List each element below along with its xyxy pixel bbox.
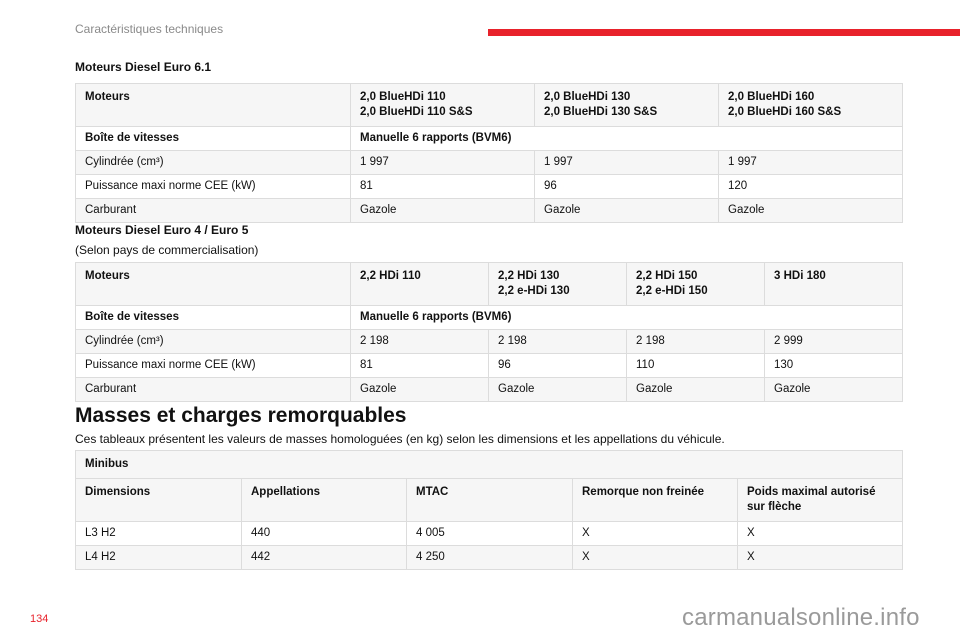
table-cell: Manuelle 6 rapports (BVM6) — [351, 127, 903, 151]
table-row — [76, 522, 903, 546]
table-cell: 4 250 — [407, 546, 573, 570]
table-row — [76, 330, 903, 354]
table-cell: L4 H2 — [76, 546, 242, 570]
table-cell: Moteurs — [76, 84, 351, 127]
table-cell: 96 — [489, 354, 627, 378]
table-row — [76, 378, 903, 402]
table-row — [76, 479, 903, 522]
table-cell: X — [573, 546, 738, 570]
table-row — [76, 306, 903, 330]
table-euro4-5 — [75, 262, 903, 402]
table-row — [76, 263, 903, 306]
table-row — [76, 451, 903, 479]
table-row — [76, 151, 903, 175]
section-intro: Ces tableaux présentent les valeurs de masses homologuées (en kg) selon les dimensions et les appellations du véhicule. — [75, 432, 725, 446]
table-cell: Manuelle 6 rapports (BVM6) — [351, 306, 903, 330]
table-cell: 2,2 HDi 150 2,2 e-HDi 150 — [627, 263, 765, 306]
table-cell: Cylindrée (cm³) — [76, 330, 351, 354]
running-header: Caractéristiques techniques — [75, 22, 224, 36]
table-cell: 2 198 — [489, 330, 627, 354]
table-cell: Cylindrée (cm³) — [76, 151, 351, 175]
table-cell: 96 — [535, 175, 719, 199]
table-cell: Boîte de vitesses — [76, 127, 351, 151]
table-cell: 1 997 — [535, 151, 719, 175]
section-title-euro6: Moteurs Diesel Euro 6.1 — [75, 60, 212, 74]
table-row — [76, 354, 903, 378]
table-cell: Carburant — [76, 199, 351, 223]
table-cell: 120 — [719, 175, 903, 199]
table-row — [76, 175, 903, 199]
table-row — [76, 199, 903, 223]
table-cell: 81 — [351, 175, 535, 199]
table-cell: Gazole — [627, 378, 765, 402]
table-cell: Gazole — [489, 378, 627, 402]
table-cell: 2,2 HDi 130 2,2 e-HDi 130 — [489, 263, 627, 306]
table-cell: 442 — [242, 546, 407, 570]
table-cell: Moteurs — [76, 263, 351, 306]
section-heading-masses: Masses et charges remorquables — [75, 404, 407, 427]
table-cell: X — [573, 522, 738, 546]
table-cell: 2 999 — [765, 330, 903, 354]
table-cell: Gazole — [719, 199, 903, 223]
table-cell: 440 — [242, 522, 407, 546]
page-number: 134 — [30, 613, 49, 625]
table-euro6 — [75, 83, 903, 223]
table-cell: Puissance maxi norme CEE (kW) — [76, 175, 351, 199]
table-header-cell: Appellations — [242, 479, 407, 522]
table-cell: 1 997 — [719, 151, 903, 175]
table-cell: 2 198 — [627, 330, 765, 354]
table-cell: 2,2 HDi 110 — [351, 263, 489, 306]
table-cell: Gazole — [351, 378, 489, 402]
table-row — [76, 127, 903, 151]
table-cell: X — [738, 546, 903, 570]
table-header-cell: Dimensions — [76, 479, 242, 522]
table-cell: 130 — [765, 354, 903, 378]
table-header-cell: Remorque non freinée — [573, 479, 738, 522]
table-cell: 110 — [627, 354, 765, 378]
table-row — [76, 84, 903, 127]
table-cell: 1 997 — [351, 151, 535, 175]
table-cell: 3 HDi 180 — [765, 263, 903, 306]
table-row — [76, 546, 903, 570]
table-cell: Boîte de vitesses — [76, 306, 351, 330]
table-header-cell: Poids maximal autorisé sur flèche — [738, 479, 903, 522]
section-note: (Selon pays de commercialisation) — [75, 243, 259, 257]
table-caption: Minibus — [76, 451, 903, 479]
table-cell: 4 005 — [407, 522, 573, 546]
table-cell: Gazole — [535, 199, 719, 223]
table-masses-minibus — [75, 450, 903, 570]
table-cell: Puissance maxi norme CEE (kW) — [76, 354, 351, 378]
table-cell: 81 — [351, 354, 489, 378]
table-cell: 2,0 BlueHDi 160 2,0 BlueHDi 160 S&S — [719, 84, 903, 127]
table-cell: Carburant — [76, 378, 351, 402]
table-cell: X — [738, 522, 903, 546]
section-title-euro4-5: Moteurs Diesel Euro 4 / Euro 5 — [75, 223, 249, 237]
table-cell: 2 198 — [351, 330, 489, 354]
table-cell: 2,0 BlueHDi 110 2,0 BlueHDi 110 S&S — [351, 84, 535, 127]
table-header-cell: MTAC — [407, 479, 573, 522]
table-cell: 2,0 BlueHDi 130 2,0 BlueHDi 130 S&S — [535, 84, 719, 127]
table-cell: L3 H2 — [76, 522, 242, 546]
table-cell: Gazole — [765, 378, 903, 402]
header-accent-bar — [488, 29, 960, 36]
watermark: carmanualsonline.info — [682, 604, 920, 631]
table-cell: Gazole — [351, 199, 535, 223]
